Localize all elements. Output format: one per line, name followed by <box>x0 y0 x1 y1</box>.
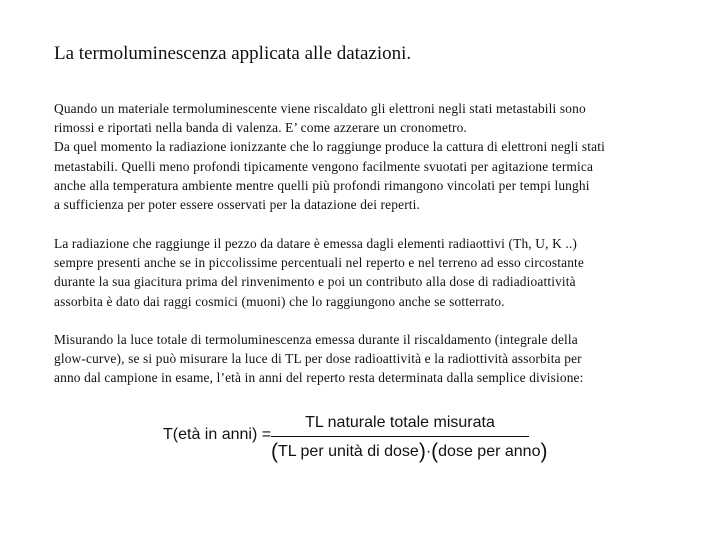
paragraph-line: Quando un materiale termoluminescente viene riscaldato gli elettroni negli stati metastabili sono <box>54 101 586 116</box>
paragraph-line: Da quel momento la radiazione ionizzante che lo raggiunge produce la cattura di elettroni negli stati <box>54 139 605 155</box>
fraction-bar <box>271 436 529 437</box>
formula-lhs: T(età in anni) = <box>163 426 272 443</box>
paragraph-1 <box>54 99 704 214</box>
paragraph-line: assorbita è dato dai raggi cosmici (muoni) che lo raggiungono anche se sotterrato. <box>54 293 505 309</box>
denominator-right: dose per anno <box>438 443 541 460</box>
paragraph-line: glow-curve), se si può misurare la luce di TL per dose radioattività e la radiottività assorbita per <box>54 351 582 367</box>
paren-close: ) <box>418 440 426 463</box>
dating-formula <box>163 410 548 470</box>
paragraph-line: Misurando la luce totale di termoluminescenza emessa durante il riscaldamento (integrale della <box>54 332 578 347</box>
formula-fraction <box>271 410 548 470</box>
formula-numerator: TL naturale totale misurata <box>305 414 495 431</box>
paren-open: ( <box>271 440 278 463</box>
paragraph-line: metastabili. Quelli meno profondi tipicamente vengono facilmente svuotati per agitazione termica <box>54 158 594 174</box>
paragraph-2 <box>54 234 704 311</box>
denominator-left: TL per unità di dose <box>278 443 419 460</box>
paragraph-3 <box>54 330 704 388</box>
paren-close: ) <box>540 440 548 463</box>
paren-open: ( <box>431 440 439 463</box>
denominator-dot: · <box>425 443 432 460</box>
paragraph-line: anno dal campione in esame, l’età in anni del reperto resta determinata dalla semplice divisione: <box>54 370 584 386</box>
paragraph-line: sempre presenti anche se in piccolissime percentuali nel reperto e nel terreno ad esso circostante <box>54 255 585 271</box>
paragraph-line: La radiazione che raggiunge il pezzo da datare è emessa dagli elementi radiaottivi (Th, U, K ..) <box>54 236 578 251</box>
slide-title: La termoluminescenza applicata alle datazioni. <box>54 43 412 64</box>
formula-denominator <box>271 440 548 464</box>
paragraph-line: rimossi e riportati nella banda di valenza. E’ come azzerare un cronometro. <box>54 120 467 136</box>
paragraph-line: anche alla temperatura ambiente mentre quelli più profondi rimangono vincolati per tempi lunghi <box>54 177 590 193</box>
paragraph-line: durante la sua giacitura prima del rinvenimento e poi un contributo alla dose di radiadioattività <box>54 274 576 290</box>
paragraph-line: a sufficienza per poter essere osservati per la datazione dei reperti. <box>54 197 421 213</box>
